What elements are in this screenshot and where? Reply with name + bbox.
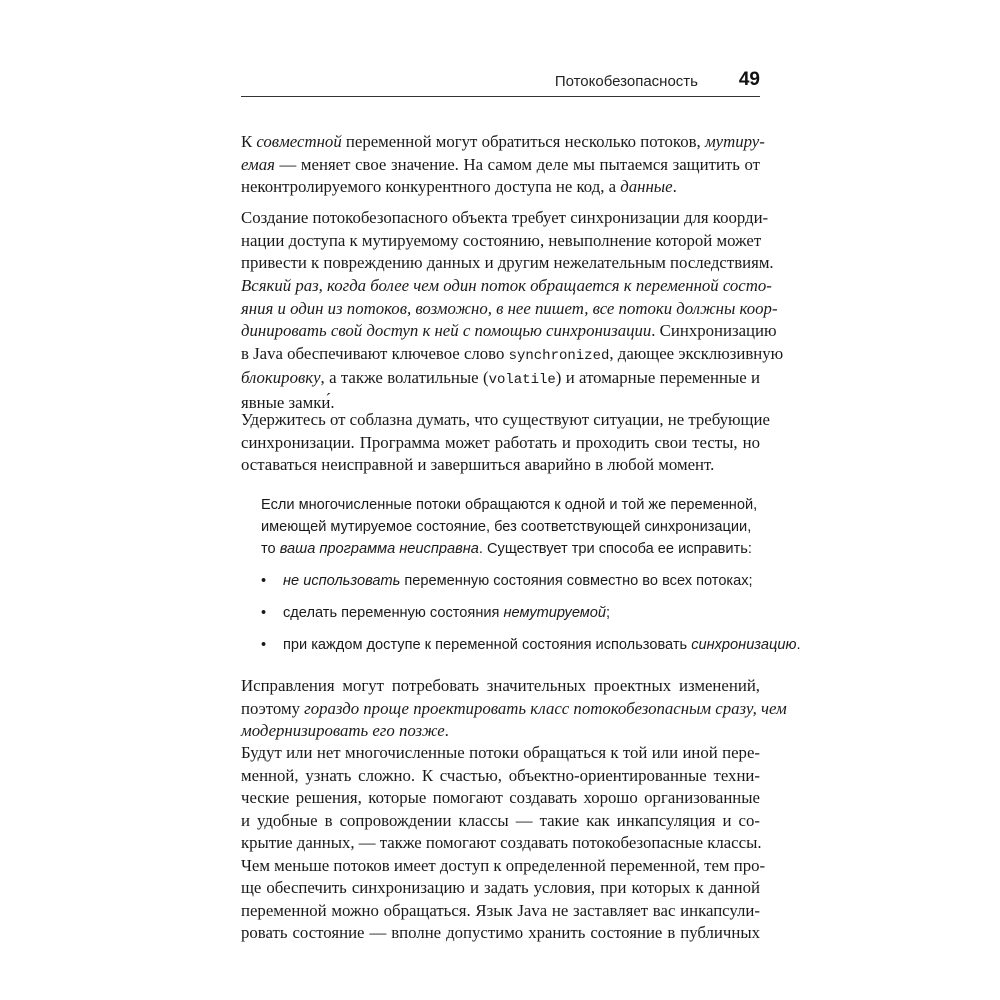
text-line: переменной можно обращаться. Язык Java не заставляет вас инкапсули- xyxy=(241,900,760,920)
text-run: . xyxy=(444,721,449,740)
emphasis: синхронизацию xyxy=(691,637,797,653)
paragraph-6 xyxy=(241,742,766,945)
text-line xyxy=(241,698,787,721)
text-run: К xyxy=(241,132,257,151)
text-line xyxy=(241,176,760,199)
text-line: Удержитесь от соблазна думать, что существуют ситуации, не требующие xyxy=(241,410,770,429)
callout-line xyxy=(261,538,761,560)
text-line: явные замки́. xyxy=(241,392,335,412)
text-run: — меняет свое значение. На самом деле мы пытаемся защитить от xyxy=(274,154,760,174)
text-run: переменной могут обратиться несколько потоков, xyxy=(341,132,705,151)
paragraph-2 xyxy=(241,207,774,275)
emphasis: не использовать xyxy=(283,573,401,589)
text-line: нации доступа к мутируемому состоянию, невыполнение которой может xyxy=(241,230,762,250)
text-run: . Синхронизацию xyxy=(651,321,777,340)
code-keyword: volatile xyxy=(488,372,556,388)
emphasis: гораздо проще проектировать класс потокобезопасным сразу, чем xyxy=(304,698,787,718)
emphasis: емая xyxy=(241,154,275,174)
paragraph-1 xyxy=(241,131,765,199)
list-item xyxy=(261,602,761,624)
text-line: Будут или нет многочисленные потоки обращаться к той или иной пере- xyxy=(241,743,760,762)
text-line: Создание потокобезопасного объекта требует синхронизации для коорди- xyxy=(241,208,769,227)
section-title: Потокобезопасность xyxy=(554,73,698,90)
text-run: переменную состояния совместно во всех потоках; xyxy=(400,573,753,589)
text-run: то xyxy=(261,541,280,557)
text-line xyxy=(241,131,765,154)
callout-line: Если многочисленные потоки обращаются к одной и той же переменной, xyxy=(261,497,758,513)
text-line xyxy=(241,720,760,743)
text-line: оставаться неисправной и завершиться аварийно в любой момент. xyxy=(241,455,715,474)
text-run: ; xyxy=(606,605,611,621)
list-item xyxy=(261,634,801,656)
emphasis: блокировку xyxy=(241,368,321,387)
code-keyword: synchronized xyxy=(508,347,610,364)
text-run: поэтому xyxy=(241,698,305,718)
emphasis: совместной xyxy=(256,132,342,151)
emphasis: немутируемой xyxy=(503,605,607,621)
emphasis: динировать свой доступ к ней с помощью синхронизации xyxy=(241,321,652,340)
emphasis: модернизировать его позже xyxy=(241,721,445,740)
text-line: ровать состояние — вполне допустимо хранить состояние в публичных xyxy=(241,923,760,942)
text-run: при каждом доступе к переменной состояния использовать xyxy=(283,637,692,653)
text-run: , а также волатильные ( xyxy=(320,368,489,387)
text-line: синхронизации. Программа может работать и проходить свои тесты, но xyxy=(241,432,760,452)
emphasis: мутиру- xyxy=(704,132,765,151)
paragraph-4 xyxy=(241,409,770,477)
text-line: менной, узнать сложно. К счастью, объектно-ориентированные техни- xyxy=(241,765,760,785)
text-line: крытие данных, — также помогают создавать потокобезопасные классы. xyxy=(241,833,762,852)
text-line: Исправления могут потребовать значительных проектных изменений, xyxy=(241,676,760,695)
text-line: и удобные в сопровождении классы — такие как инкапсуляция и со- xyxy=(241,810,760,830)
text-run: . xyxy=(796,637,801,653)
bullet-icon: • xyxy=(261,637,267,653)
list-item xyxy=(261,570,761,592)
paragraph-5 xyxy=(241,675,787,743)
running-header xyxy=(241,66,760,97)
text-line: Чем меньше потоков имеет доступ к определенной переменной, тем про- xyxy=(241,855,766,875)
text-line: ще обеспечить синхронизацию и задать условия, при которых к данной xyxy=(241,878,760,897)
text-run: неконтролируемого конкурентного доступа не код, а xyxy=(241,177,621,196)
bullet-icon: • xyxy=(261,573,267,589)
text-run: , дающее эксклюзивную xyxy=(609,343,784,363)
page-number: 49 xyxy=(738,69,760,90)
text-run: сделать переменную состояния xyxy=(283,605,504,621)
emphasis: яния и один из потоков, возможно, в нее пишет, все потоки должны коор- xyxy=(241,298,778,318)
bullet-icon: • xyxy=(261,605,267,621)
text-line: ческие решения, которые помогают создавать хорошо организованные xyxy=(241,788,760,807)
text-run: ) и атомарные переменные и xyxy=(555,368,760,387)
text-run: . xyxy=(672,177,677,196)
text-line xyxy=(241,343,784,368)
callout-box xyxy=(261,494,801,656)
emphasis: данные xyxy=(620,177,673,196)
emphasis: Всякий раз, когда более чем один поток обращается к переменной состо- xyxy=(241,276,772,295)
text-line xyxy=(241,298,778,321)
text-line xyxy=(241,154,760,177)
text-run: в Java обеспечивают ключевое слово xyxy=(241,343,509,363)
paragraph-3 xyxy=(241,275,784,414)
text-line xyxy=(241,275,772,298)
text-line: привести к повреждению данных и другим нежелательным последствиям. xyxy=(241,253,774,272)
text-line xyxy=(241,320,777,343)
callout-line: имеющей мутируемое состояние, без соответствующей синхронизации, xyxy=(261,519,752,535)
text-line xyxy=(241,367,760,392)
emphasis: ваша программа неисправна xyxy=(279,541,479,557)
text-run: . Существует три способа ее исправить: xyxy=(478,541,752,557)
